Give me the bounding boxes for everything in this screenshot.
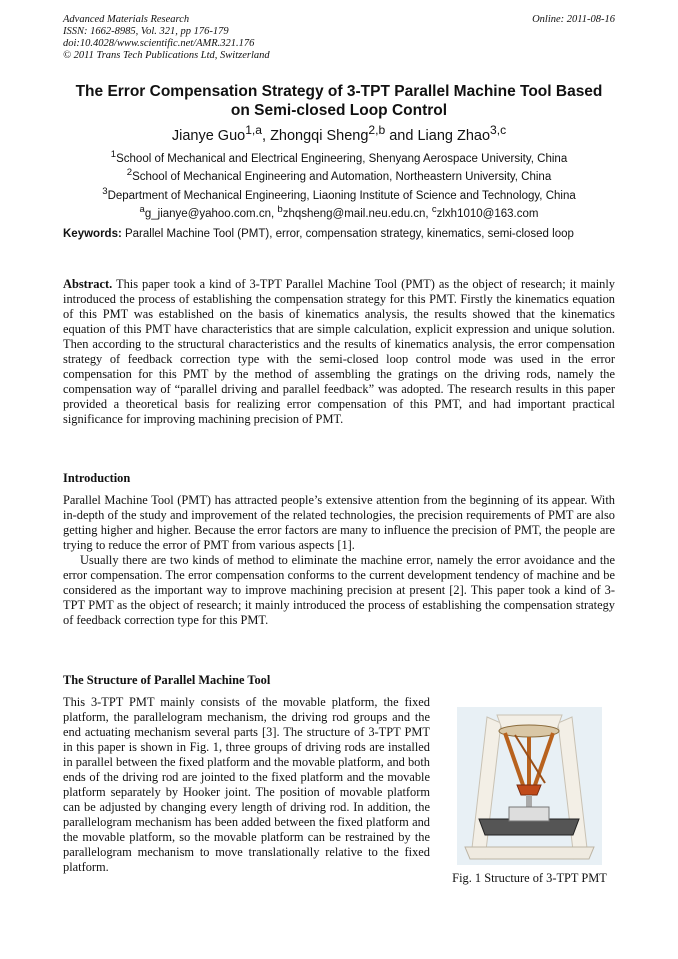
abstract-label: Abstract. (63, 277, 113, 291)
email-sup: b (277, 203, 283, 215)
author-sup: 1,a (245, 123, 262, 137)
author-name: Liang Zhao (417, 127, 491, 144)
section-heading-structure: The Structure of Parallel Machine Tool (63, 673, 271, 687)
author-name: Jianye Guo (171, 127, 246, 144)
affiliation-3 (63, 185, 615, 203)
author-sup: 3,c (490, 123, 507, 137)
introduction-body (63, 493, 615, 628)
email-link[interactable]: g_jianye@yahoo.com.cn, (144, 207, 278, 220)
affil-text: School of Mechanical and Electrical Engineering, Shenyang Aerospace University, China (116, 152, 568, 165)
issn-line: ISSN: 1662-8985, Vol. 321, pp 176-179 (63, 26, 229, 37)
email-link[interactable]: zlxh1010@163.com (436, 207, 539, 220)
figure-1-caption: Fig. 1 Structure of 3-TPT PMT (452, 871, 607, 885)
affil-sup: 2 (126, 167, 133, 179)
keywords-label: Keywords: (63, 228, 122, 240)
figure-1-image (457, 707, 602, 865)
affil-sup: 1 (110, 149, 117, 160)
affiliation-1 (63, 148, 615, 166)
affil-text: Department of Mechanical Engineering, Liaoning Institute of Science and Technology, China (107, 189, 576, 202)
email-line (63, 203, 615, 221)
online-date: Online: 2011-08-16 (532, 14, 615, 25)
abstract (63, 277, 615, 427)
affiliations (63, 148, 615, 221)
email-link[interactable]: zhqsheng@mail.neu.edu.cn, (282, 207, 432, 220)
keywords (63, 227, 615, 242)
section-heading-introduction: Introduction (63, 471, 131, 485)
journal-header (63, 14, 270, 62)
affil-text: School of Mechanical Engineering and Automation, Northeastern University, China (132, 171, 552, 184)
paragraph: Usually there are two kinds of method to eliminate the machine error, namely the error avoidance and the error compensation. The error compensation conforms to the current development tendency of machine and be considered as the important way to improve machining precision at present [2]. This paper took a kind of 3-TPT PMT as the object of research; it mainly introduced the process of establishing the compensation strategy of feedback correction type for this PMT. (63, 553, 615, 627)
machine-photo (457, 707, 602, 865)
abstract-text: This paper took a kind of 3-TPT Parallel Machine Tool (PMT) as the object of research; it mainly introduced the process of establishing the compensation strategy for this PMT. Firstly the kinematics equation of this PMT was established on the basis of kinematics analysis, the results showed that the kinematics equation of this PMT have characteristics that are simple calculation, explicit expression and unique solution. Then according to the structural characteristics and the results of kinematics analysis, the error compensation strategy of feedback correction type with the semi-closed loop control mode was used in the error compensation for this PMT by the method of assembling the gratings on the driving rods, namely the compensation way of “parallel driving and parallel feedback” was adopted. The research results in this paper provided a theoretical basis for realizing error compensation of this PMT, and had important practical significance for improving machining precision of PMT. (63, 277, 615, 426)
affil-sup: 3 (102, 185, 108, 197)
email-sup: c (431, 203, 437, 215)
journal-name: Advanced Materials Research (63, 14, 190, 25)
author-list (63, 123, 615, 144)
author-sup: 2,b (368, 123, 386, 137)
copyright-line: © 2011 Trans Tech Publications Ltd, Switzerland (63, 50, 270, 61)
structure-paragraph: This 3-TPT PMT mainly consists of the movable platform, the fixed platform, the parallelogram mechanism, the driving rod groups and the end actuating mechanism several parts [3]. The structure of 3-TPT PMT in this paper is shown in Fig. 1, three groups of driving rods are installed in parallel between the fixed platform and the movable platform, and both ends of the driving rod are jointed to the fixed platform and the movable platform separately by Hooker joint. The position of movable platform can be adjusted by changing every length of driving rod. In addition, the parallelogram mechanism has been added between the fixed platform and the movable platform, so the movable platform can be restrained by the parallelogram mechanism to move translationally relative to the fixed platform. (63, 695, 430, 874)
paper-title (63, 82, 615, 120)
author-sep: and (385, 127, 418, 144)
paragraph: Parallel Machine Tool (PMT) has attracted people’s extensive attention from the beginning of its appear. With in-depth of the study and improvement of the related technologies, the precision requirements of PMT are also getting higher and higher. Because the error factors are many to influence the precision of PMT, the people are trying to reduce the error of PMT from various aspects [1]. (63, 493, 615, 552)
author-sep: , (262, 127, 271, 144)
keywords-text: Parallel Machine Tool (PMT), error, compensation strategy, kinematics, semi-closed loop (121, 228, 574, 240)
author-name: Zhongqi Sheng (270, 127, 369, 144)
email-sup: a (139, 203, 145, 215)
affiliation-2 (63, 166, 615, 184)
doi-line: doi:10.4028/www.scientific.net/AMR.321.176 (63, 38, 255, 49)
title-line-2: on Semi-closed Loop Control (230, 102, 448, 119)
title-line-1: The Error Compensation Strategy of 3-TPT Parallel Machine Tool Based (75, 83, 603, 100)
